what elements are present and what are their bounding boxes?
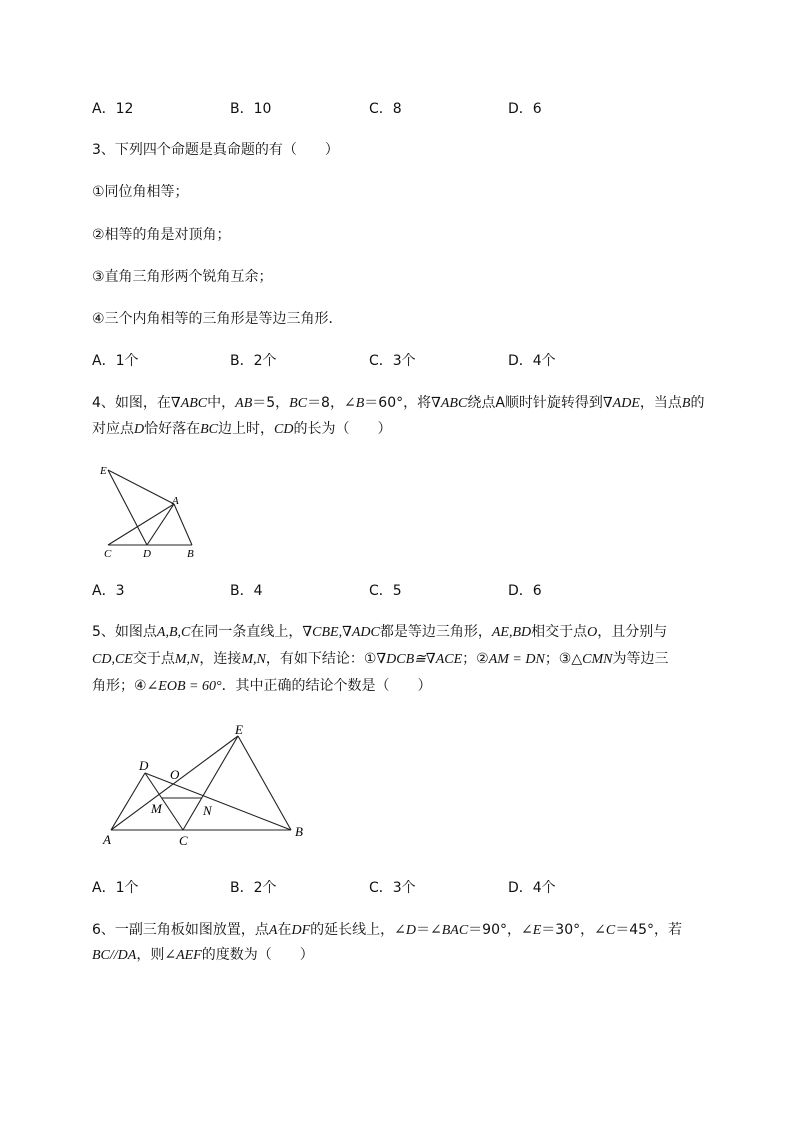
segment-ea <box>108 470 174 504</box>
math-expr: A <box>268 923 278 938</box>
math-expr: ∠BAC <box>430 923 469 938</box>
math-expr: ∠D <box>394 923 416 938</box>
math-expr: CMN <box>582 652 613 667</box>
math-expr: AB <box>235 396 253 411</box>
q3-item-4: ④三个内角相等的三角形是等边三角形． <box>92 311 343 327</box>
point-label-n: N <box>203 803 212 818</box>
q4-text: ，当点 <box>639 395 682 411</box>
segment-ca <box>108 504 174 545</box>
q6-text: ，则 <box>136 947 165 963</box>
point-label-e: E <box>100 465 107 477</box>
q4-text: 对应点 <box>92 421 134 437</box>
point-label-a: A <box>172 495 179 507</box>
math-expr: AM = DN <box>488 652 545 667</box>
q5-text: 都是等边三角形， <box>379 624 492 640</box>
q2-option-d: D．6 <box>508 101 542 117</box>
segment-eb <box>238 736 291 830</box>
q5-stem-line-1 <box>92 623 667 642</box>
q3-option-a: A．1个 <box>92 353 139 369</box>
q6-text: 的度数为（ ） <box>201 947 314 963</box>
point-label-d: D <box>143 548 151 560</box>
q4-option-a: A．3 <box>92 583 125 599</box>
math-expr: ∠EOB = 60° <box>146 679 222 694</box>
q5-option-b: B．2个 <box>230 880 277 896</box>
math-expr: CD <box>274 422 294 437</box>
segment-ab <box>174 504 192 545</box>
q4-text: 恰好落在 <box>144 421 201 437</box>
segment-db <box>145 773 291 830</box>
point-label-a: A <box>103 832 111 847</box>
q5-text: 角形；④ <box>92 678 147 694</box>
q4-option-c: C．5 <box>369 583 402 599</box>
q4-text: 边上时， <box>218 421 275 437</box>
math-expr: ∠C <box>594 923 616 938</box>
math-expr: ∇DCB≅∇ACE <box>376 652 463 667</box>
q6-text: 的延长线上， <box>310 922 395 938</box>
math-expr: CD,CE <box>92 652 133 667</box>
q4-text: 4、如图，在 <box>92 395 171 411</box>
q5-text: 5、如图点 <box>92 624 157 640</box>
math-expr: D <box>134 422 145 437</box>
q5-text: 为等边三 <box>612 651 669 667</box>
q4-stem-line-1 <box>92 394 704 413</box>
q6-text: ＝30°， <box>541 922 595 938</box>
q5-text: ，有如下结论：① <box>265 651 377 667</box>
math-expr: DF <box>291 923 311 938</box>
point-label-b: B <box>295 824 303 839</box>
q6-text: 在 <box>277 922 292 938</box>
q5-option-d: D．4个 <box>508 880 556 896</box>
point-label-m: M <box>151 801 162 816</box>
q5-text: ；② <box>462 651 489 667</box>
segment-da <box>147 504 174 545</box>
point-label-e: E <box>235 722 243 737</box>
q4-option-b: B．4 <box>230 583 263 599</box>
q3-item-3: ③直角三角形两个锐角互余； <box>92 269 273 285</box>
math-expr: A,B,C <box>156 625 191 640</box>
q5-text: 相交于点 <box>531 624 588 640</box>
math-expr: ∠E <box>521 923 542 938</box>
q5-text: 在同一条直线上， <box>190 624 303 640</box>
q6-text: ＝45°，若 <box>615 922 683 938</box>
math-expr: AE,BD <box>491 625 532 640</box>
math-expr: M,N <box>241 652 266 667</box>
math-expr: B <box>681 396 691 411</box>
q5-stem-line-3 <box>92 677 432 696</box>
math-expr: ∠AEF <box>164 948 202 963</box>
math-expr: ∠B <box>343 396 365 411</box>
math-expr: BC <box>200 422 219 437</box>
math-expr: ∇ADE <box>602 396 640 411</box>
q5-stem-line-2 <box>92 650 668 669</box>
math-expr: BC//DA <box>92 948 137 963</box>
q5-text: ．其中正确的结论个数是（ ） <box>221 678 432 694</box>
q6-stem-line-1 <box>92 921 682 940</box>
q4-text: 中， <box>207 395 236 411</box>
q4-text: ＝5， <box>252 395 290 411</box>
q5-text: 交于点 <box>132 651 175 667</box>
q3-item-1: ①同位角相等； <box>92 184 189 200</box>
q3-option-b: B．2个 <box>230 353 277 369</box>
q3-option-c: C．3个 <box>369 353 416 369</box>
math-expr: ∇ABC <box>431 396 468 411</box>
q4-option-d: D．6 <box>508 583 542 599</box>
q5-option-c: C．3个 <box>369 880 416 896</box>
q3-item-2: ②相等的角是对顶角； <box>92 227 231 243</box>
point-label-o: O <box>170 767 180 782</box>
q4-text: 的 <box>690 395 705 411</box>
q6-text: ＝ <box>416 922 430 938</box>
q5-triangle-figure <box>96 718 316 854</box>
point-label-c: C <box>179 833 188 848</box>
point-label-c: C <box>104 548 112 560</box>
q2-option-a: A．12 <box>92 101 134 117</box>
q3-stem: 3、下列四个命题是真命题的有（ ） <box>92 142 339 158</box>
math-expr: ∇ABC <box>170 396 208 411</box>
q4-triangle-figure <box>96 458 206 560</box>
segment-ad <box>111 773 145 830</box>
q2-option-c: C．8 <box>369 101 402 117</box>
q5-option-a: A．1个 <box>92 880 139 896</box>
point-label-d: D <box>139 758 149 773</box>
q4-text: 的长为（ ） <box>293 421 392 437</box>
q5-text: ；③△ <box>544 651 583 667</box>
q4-text: ＝60°，将 <box>364 395 432 411</box>
math-expr: O <box>587 625 598 640</box>
q2-option-b: B．10 <box>230 101 272 117</box>
math-expr: M,N <box>174 652 200 667</box>
q4-text: ＝8， <box>307 395 344 411</box>
segment-ed <box>108 470 147 545</box>
q6-text: 6、一副三角板如图放置，点 <box>92 922 269 938</box>
q3-option-d: D．4个 <box>508 353 556 369</box>
q4-text: 绕点A顺时针旋转得到 <box>467 395 603 411</box>
q4-stem-line-2 <box>92 420 391 439</box>
q5-text: ，且分别与 <box>597 624 668 640</box>
point-label-b: B <box>187 548 194 560</box>
math-expr: ∇CBE,∇ADC <box>302 625 380 640</box>
math-expr: BC <box>289 396 308 411</box>
q6-stem-line-2 <box>92 946 314 965</box>
q6-text: ＝90°， <box>468 922 521 938</box>
q5-text: ，连接 <box>199 651 242 667</box>
segment-ae <box>111 736 238 830</box>
